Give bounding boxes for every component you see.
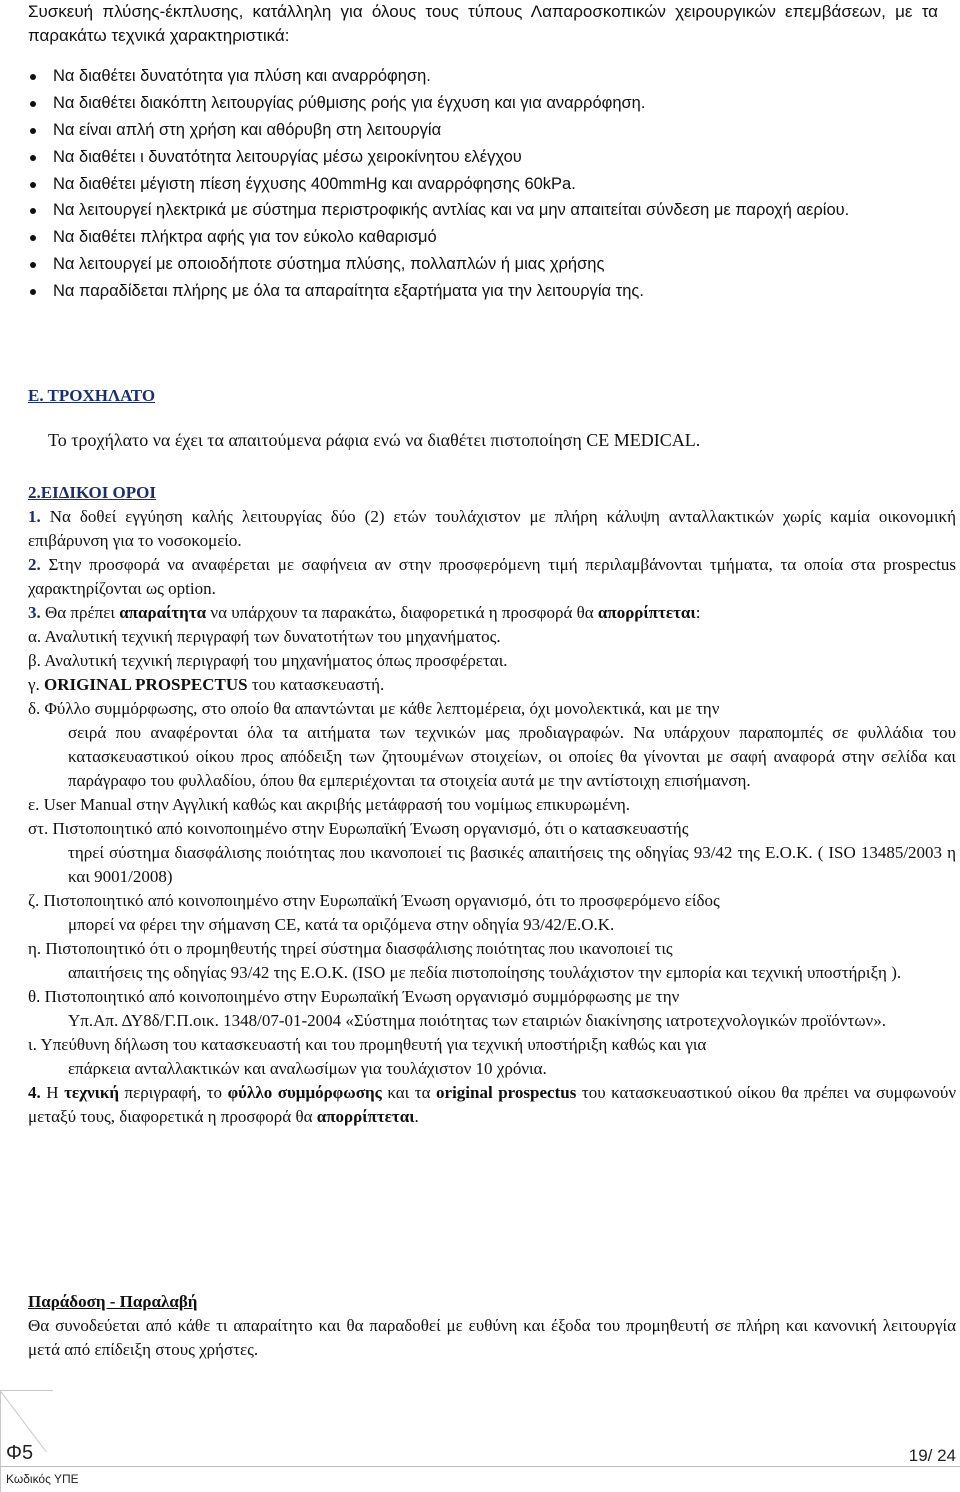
bullet-icon — [30, 235, 36, 241]
bullet-icon — [30, 74, 36, 80]
term-3-e: ε. User Manual στην Αγγλική καθώς και ακριβής μετάφρασή του νομίμως επικυρωμένη. — [28, 795, 631, 814]
term-3-th: θ. Πιστοποιητικό από κοινοποιημένο στην Ευρωπαϊκή Ένωση οργανισμό συμμόρφωσης με την Υπ.Απ. ΔΥ8δ/Γ.Π.οικ. 1348/07-01-2004 «Σύστημα ποιότητας των εταιριών διακίνησης ιατροτεχνολογικών προϊόντων». — [28, 987, 886, 1030]
delivery-section — [28, 1290, 956, 1362]
term-1: 1. Να δοθεί εγγύηση καλής λειτουργίας δύο (2) ετών τουλάχιστον με πλήρη κάλυψη ανταλλακτικών χωρίς καμία οικονομική επιβάρυνση για το νοσοκομείο. — [28, 507, 957, 550]
term-3-st: στ. Πιστοποιητικό από κοινοποιημένο στην Ευρωπαϊκή Ένωση οργανισμό, ότι ο κατασκευαστής τηρεί σύστημα διασφάλισης ποιότητας που ικανοποιεί τις βασικές απαιτήσεις της οδηγίας 93/42 της Ε.Ο.Κ. ( ISO 13485/2003 η και 9001/2008) — [28, 819, 956, 886]
page-number: 19/ 24 — [908, 1446, 956, 1465]
section-e-text: Το τροχήλατο να έχει τα απαιτούμενα ράφια ενώ να διαθέτει πιστοποίηση CE MEDICAL. — [48, 430, 701, 450]
list-item: Να διαθέτει δυνατότητα για πλύση και αναρρόφηση. — [26, 65, 938, 89]
bullet-icon — [30, 262, 36, 268]
list-item: Να λειτουργεί με οποιοδήποτε σύστημα πλύσης, πολλαπλών ή μιας χρήσης — [26, 253, 938, 277]
term-3-h: η. Πιστοποιητικό ότι ο προμηθευτής τηρεί σύστημα διασφάλισης ποιότητας που ικανοποιεί τις απαιτήσεις της οδηγίας 93/42 της Ε.Ο.Κ. (ISO με πεδία πιστοποίησης τουλάχιστον την εμπορία και τεχνική υποστήριξη ). — [28, 939, 902, 982]
footer-code: Φ5 — [6, 1442, 34, 1464]
bullet-icon — [30, 101, 36, 107]
delivery-heading: Παράδοση - Παραλαβή — [28, 1292, 198, 1311]
list-item: Να λειτουργεί ηλεκτρικά με σύστημα περιστροφικής αντλίας και να μην απαιτείται σύνδεση με παροχή αερίου. — [26, 199, 938, 223]
section-e-heading: Ε. ΤΡΟΧΗΛΑΤΟ — [28, 386, 156, 405]
term-4: 4. Η τεχνική περιγραφή, το φύλλο συμμόρφωσης και τα original prospectus του κατασκευαστικού οίκου θα πρέπει να συμφωνούν μεταξύ τους, διαφορετικά η προσφορά θα απορρίπτεται. — [28, 1083, 957, 1126]
bullet-icon — [30, 155, 36, 161]
delivery-text: Θα συνοδεύεται από κάθε τι απαραίτητο και θα παραδοθεί με ευθύνη και έξοδα του προμηθευτή σε πλήρη και κανονική λειτουργία μετά από επίδειξη στους χρήστες. — [28, 1316, 956, 1359]
list-item: Να διαθέτει μέγιστη πίεση έγχυσης 400mmHg και αναρρόφησης 60kPa. — [26, 173, 938, 197]
term-2: 2. Στην προσφορά να αναφέρεται με σαφήνεια αν στην προσφερόμενη τιμή περιλαμβάνονται τμήματα, τα οποία στα prospectus χαρακτηρίζονται ως option. — [28, 555, 956, 598]
specs-list — [26, 65, 938, 307]
list-item: Να παραδίδεται πλήρης με όλα τα απαραίτητα εξαρτήματα για την λειτουργία της. — [26, 280, 938, 304]
intro-paragraph: Συσκευή πλύσης-έκπλυσης, κατάλληλη για όλους τους τύπους Λαπαροσκοπικών χειρουργικών επεμβάσεων, με τα παρακάτω τεχνικά χαρακτηριστικά: — [28, 2, 938, 45]
list-item: Να διαθέτει ι δυνατότητα λειτουργίας μέσω χειροκίνητου ελέγχου — [26, 146, 938, 170]
list-item: Να είναι απλή στη χρήση και αθόρυβη στη λειτουργία — [26, 119, 938, 143]
term-3: 3. Θα πρέπει απαραίτητα να υπάρχουν τα παρακάτω, διαφορετικά η προσφορά θα απορρίπτεται: — [28, 603, 701, 622]
bullet-icon — [30, 128, 36, 134]
term-3-d: δ. Φύλλο συμμόρφωσης, στο οποίο θα απαντώνται με κάθε λεπτομέρεια, όχι μονολεκτικά, και με την σειρά που αναφέρονται όλα τα αιτήματα των τεχνικών μας προδιαγραφών. Να υπάρχουν παραπομπές σε φυλλάδια του κατασκευαστικού οίκου προς απόδειξη των ζητουμένων στοιχείων, οι οποίες θα γίνονται με σαφή αναφορά στην σελίδα και παράγραφο του φυλλαδίου, όπου θα εμπεριέχονται τα στοιχεία αυτά με την αντίστοιχη επισήμανση. — [28, 699, 956, 790]
footer-divider — [0, 1466, 960, 1467]
term-3-i: ι. Υπεύθυνη δήλωση του κατασκευαστή και του προμηθευτή για τεχνική υποστήριξη καθώς και για επάρκεια ανταλλακτικών και αναλωσίμων για τουλάχιστον 10 χρόνια. — [28, 1035, 707, 1078]
special-terms-body — [28, 505, 956, 1129]
list-item: Να διαθέτει διακόπτη λειτουργίας ρύθμισης ροής για έγχυση και για αναρρόφηση. — [26, 92, 938, 116]
bullet-icon — [30, 208, 36, 214]
list-item: Να διαθέτει πλήκτρα αφής για τον εύκολο καθαρισμό — [26, 226, 938, 250]
bullet-icon — [30, 289, 36, 295]
term-3-c: γ. ORIGINAL PROSPECTUS του κατασκευαστή. — [28, 675, 385, 694]
bullet-icon — [30, 182, 36, 188]
footer-code-label: Κωδικός ΥΠΕ — [6, 1472, 79, 1486]
term-3-b: β. Αναλυτική τεχνική περιγραφή του μηχανήματος όπως προσφέρεται. — [28, 651, 508, 670]
term-3-a: α. Αναλυτική τεχνική περιγραφή των δυνατοτήτων του μηχανήματος. — [28, 627, 501, 646]
term-3-z: ζ. Πιστοποιητικό από κοινοποιημένο στην Ευρωπαϊκή Ένωση οργανισμό, ότι το προσφερόμενο είδος μπορεί να φέρει την σήμανση CE, κατά τα οριζόμενα στην οδηγία 93/42/Ε.Ο.Κ. — [28, 891, 720, 934]
special-terms-heading: 2.ΕΙΔΙΚΟΙ ΟΡΟΙ — [28, 483, 157, 502]
